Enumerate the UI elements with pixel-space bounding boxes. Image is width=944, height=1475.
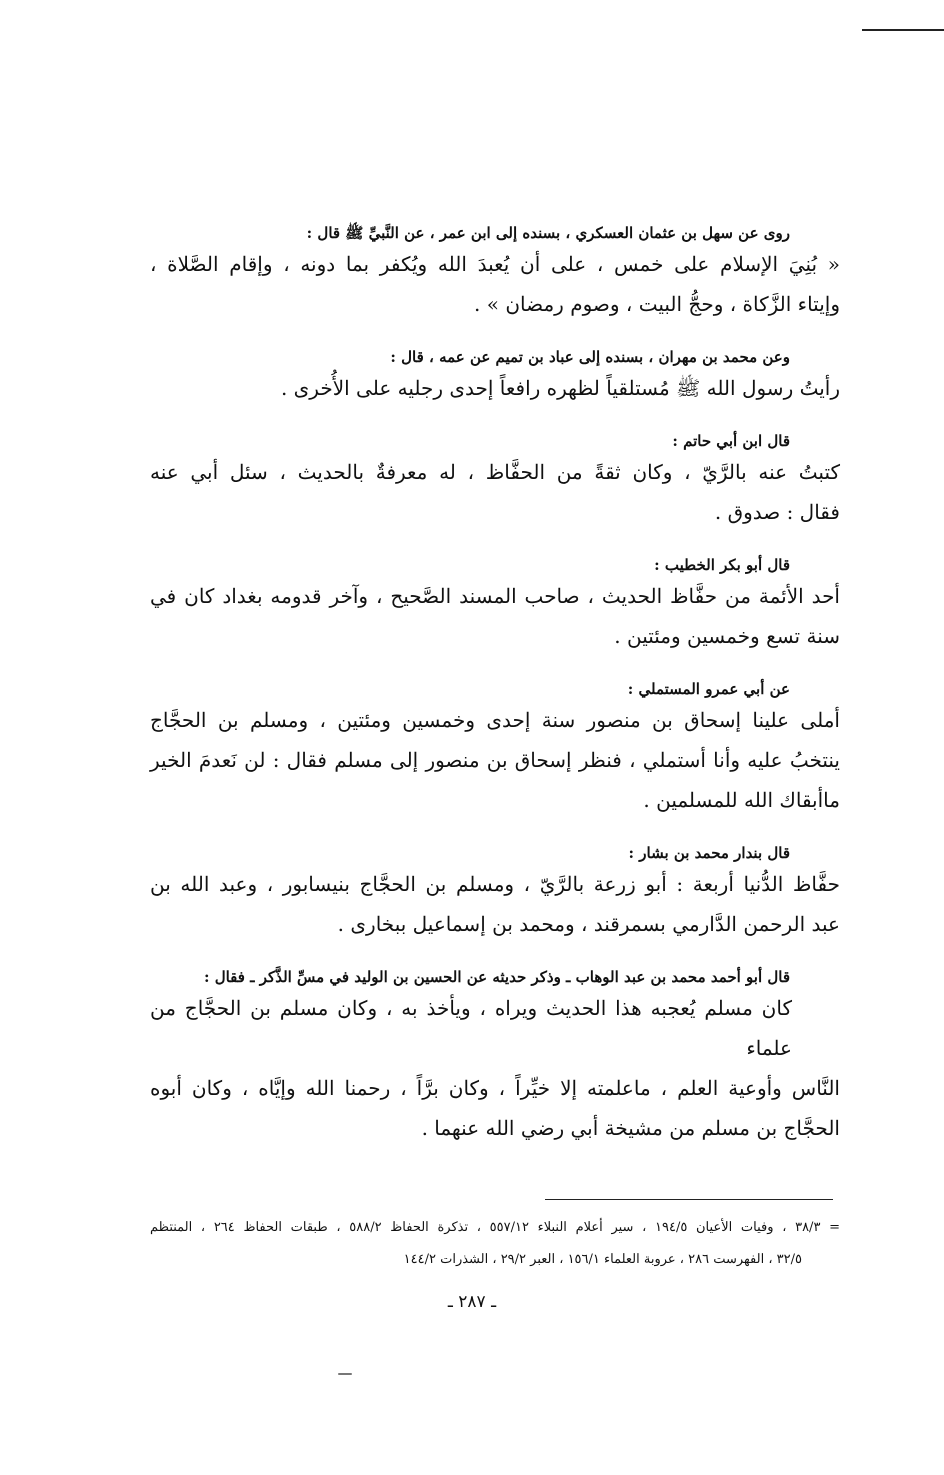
footnotes <box>150 1212 840 1276</box>
section-heading: قال أبو بكر الخطيب : <box>654 556 790 574</box>
page-number: ـ ٢٨٧ ـ <box>447 1292 497 1312</box>
section-text-line: « بُنِيَ الإسلام على خمس ، على أن يُعبدَ الله ويُكفر بما دونه ، وإقام الصَّلاة ، <box>150 252 840 276</box>
section-heading: قال ابن أبي حاتم : <box>672 432 790 450</box>
section-text-line: كان مسلم يُعجبه هذا الحديث ويراه ، ويأخذ به ، وكان مسلم بن الحجَّاج من علماء <box>150 996 792 1060</box>
section-7 <box>150 966 840 1148</box>
footnote-separator <box>545 1199 833 1200</box>
section-heading: وعن محمد بن مهران ، بسنده إلى عباد بن تميم عن عمه ، قال : <box>390 348 790 366</box>
section-6 <box>150 842 840 944</box>
section-text-line: النَّاس وأوعية العلم ، ماعلمته إلا خيِّراً ، وكان برَّاً ، رحمنا الله وإيَّاه ، وكان أبوه <box>150 1076 840 1100</box>
section-text-line: ينتخبُ عليه وأنا أستملي ، فنظر إسحاق بن منصور إلى مسلم فقال : لن نَعدمَ الخير <box>150 748 840 772</box>
top-rule <box>862 29 944 31</box>
section-text-line: رأيتُ رسول الله ﷺ مُستلقياً لظهره رافعاً إحدى رجليه على الأُخرى . <box>280 376 840 400</box>
footnote-line: ٣٢/٥ ، الفهرست ٢٨٦ ، عروبة العلماء ١٥٦/١ ، العبر ٢٩/٢ ، الشذرات ١٤٤/٢ <box>403 1252 802 1267</box>
section-text-line: عبد الرحمن الدَّارمي بسمرقند ، ومحمد بن إسماعيل ببخارى . <box>337 912 840 936</box>
section-heading: روى عن سهل بن عثمان العسكري ، بسنده إلى ابن عمر ، عن النَّبيِّ ﷺ قال : <box>306 224 790 242</box>
section-text-line: أملى علينا إسحاق بن منصور سنة إحدى وخمسين ومئتين ، ومسلم بن الحجَّاج <box>150 708 840 732</box>
section-text-line: أحد الأئمة من حفَّاظ الحديث ، صاحب المسند الصَّحيح ، وآخر قدومه بغداد كان في <box>150 584 840 608</box>
section-heading: قال أبو أحمد محمد بن عبد الوهاب ـ وذكر حديثه عن الحسين بن الوليد في مسِّ الذَّكر ـ فقال : <box>203 968 790 986</box>
section-text-line: فقال : صدوق . <box>714 500 840 524</box>
section-text-line: وإيتاء الزَّكاة ، وحجُّ البيت ، وصوم رمضان » . <box>474 292 840 316</box>
section-2 <box>150 346 840 408</box>
section-4 <box>150 554 840 656</box>
scan-speck <box>338 1373 352 1375</box>
section-3 <box>150 430 840 532</box>
section-text-line: سنة تسع وخمسين ومئتين . <box>614 624 840 648</box>
section-text-line: ماأبقاك الله للمسلمين . <box>643 788 840 812</box>
section-heading: قال بندار محمد بن بشار : <box>628 844 790 862</box>
section-1 <box>150 222 840 324</box>
section-text-line: كتبتُ عنه بالرَّيّ ، وكان ثقةً من الحفَّاظ ، له معرفةٌ بالحديث ، سئل أبي عنه <box>150 460 840 484</box>
section-text-line: الحجَّاج بن مسلم من مشيخة أبي رضي الله عنهما . <box>421 1116 840 1140</box>
section-5 <box>150 678 840 820</box>
section-text-line: حفَّاظ الدُّنيا أربعة : أبو زرعة بالرَّيّ ، ومسلم بن الحجَّاج بنيسابور ، وعبد الله بن <box>150 872 840 896</box>
page-body <box>150 222 840 1148</box>
section-heading: عن أبي عمرو المستملي : <box>627 680 790 698</box>
footnote-line: = ٣٨/٣ ، وفيات الأعيان ١٩٤/٥ ، سير أعلام النبلاء ٥٥٧/١٢ ، تذكرة الحفاظ ٥٨٨/٢ ، طبقات الحفاظ ٢٦٤ ، المنتظم <box>150 1220 840 1235</box>
